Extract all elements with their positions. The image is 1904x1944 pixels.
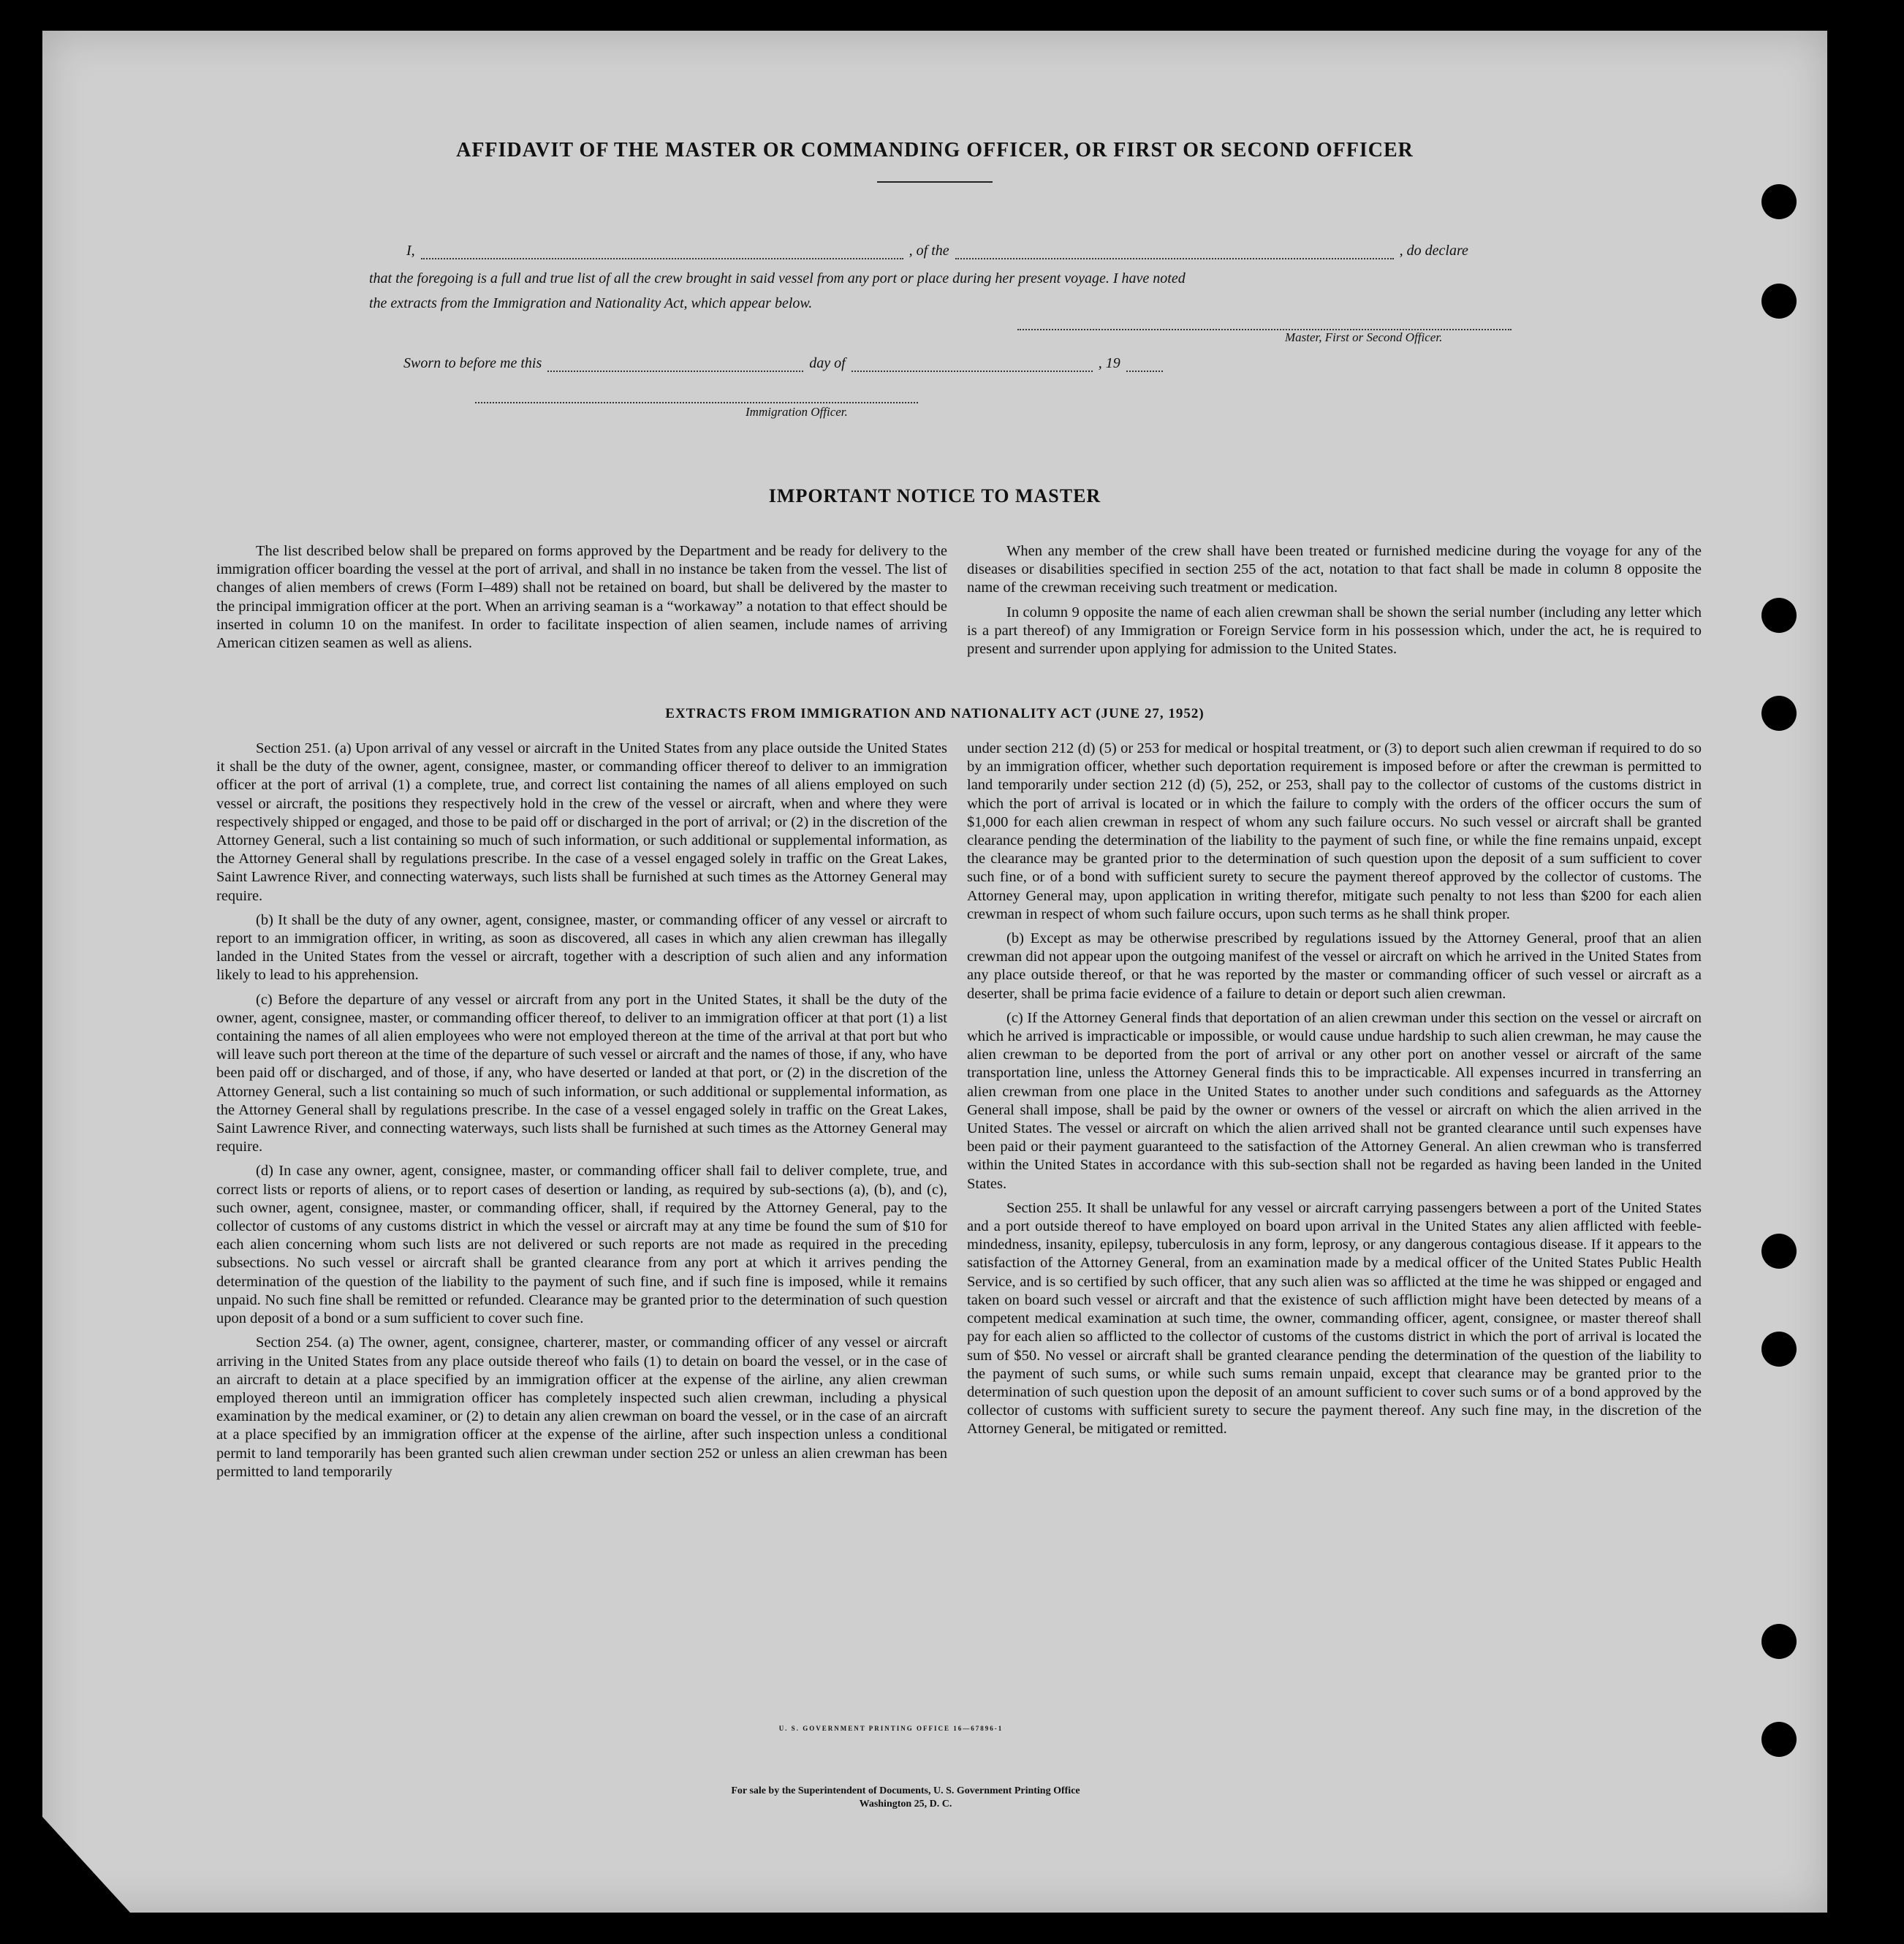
extract-paragraph: (c) Before the departure of any vessel or aircraft from any port in the United States, it shall be the duty of the owner, agent, consignee, master, or commanding officer thereof, to deliver to an immigration officer at that port (1) a list containing the names of all alien employees who were not employed thereon at the time of the arrival at that port but who will leave such port thereon at the time of the departure of such vessel or aircraft and the names of those, if any, who have been paid off or discharged, and of those, if any, who have deserted or landed at that port, or (2) in the discretion of the Attorney General, such a list containing so much of such information, or such additional or supplemental information, as the Attorney General shall by regulations prescribe. In the case of a vessel engaged solely in traffic on the Great Lakes, Saint Lawrence River, and connecting waterways, such lists shall be furnished at such times as the Attorney General may require. [216, 991, 947, 1155]
extract-paragraph: Section 255. It shall be unlawful for any vessel or aircraft carrying passengers between a port of the United States and a port outside thereof to have employed on board upon arrival in the United States any alien afflicted with feeble-mindedness, insanity, epilepsy, tuberculosis in any form, leprosy, or any dangerous contagious disease. If it appears to the satisfaction of the Attorney General, from an examination made by a medical officer of the United States Public Health Service, and is so certified by such officer, that any such alien was so afflicted at the time he was shipped or engaged and taken on board such vessel or aircraft and that the existence of such affliction might have been detected by means of a competent medical examination at such time, the owner, commanding officer, agent, consignee, or master thereof shall pay for each alien so afflicted to the collector of customs of the customs district in which the port of arrival is located the sum of $50. No vessel or aircraft shall be granted clearance pending the determination of the question of the liability to the payment of such sums, or while such sums remain unpaid, except that clearance may be granted prior to the determination of such question upon the deposit of an amount sufficient to cover such sums or of a bond approved by the collector of customs with sufficient surety to secure the payment thereof. Any such fine may, in the discretion of the Attorney General, be mitigated or remitted. [967, 1199, 1702, 1438]
sale-notice [42, 1785, 1798, 1811]
extracts-right-column [967, 740, 1702, 1445]
notice-paragraph: The list described below shall be prepared on forms approved by the Department and be ready for delivery to the immigration officer boarding the vessel at the port of arrival, and shall in no instance be taken from the vessel. The list of changes of alien members of crews (Form I–489) shall not be retained on board, but shall be delivered by the master to the principal immigration officer at the port. When an arriving seaman is a “workaway” a notation to that effect should be inserted in column 10 on the manifest. In order to facilitate inspection of alien seamen, include names of arriving American citizen seamen as well as aliens. [216, 543, 947, 652]
extract-paragraph: (c) If the Attorney General finds that deportation of an alien crewman under this section on the vessel or aircraft on which he arrived is impracticable or impossible, or would cause undue hardship to such alien crewman, he may cause the alien crewman to be deported from the port of arrival or any other port on another vessel or aircraft of the same transportation line, unless the Attorney General finds this to be impracticable. All expenses incurred in transferring an alien crewman from one place in the United States to another under such conditions and safeguards as the Attorney General shall impose, shall be paid by the owner or owners of the vessel or aircraft on which the alien arrived in the United States. The vessel or aircraft on which the alien arrived shall not be granted clearance until such expenses have been paid or their payment guaranteed to the satisfaction of the Attorney General. An alien crewman who is transferred within the United States in accordance with this sub-section shall not be regarded as having been landed in the United States. [967, 1009, 1702, 1192]
affidavit-declaration-line [406, 243, 1468, 259]
declarant-name-field[interactable] [421, 245, 903, 259]
sale-notice-line: For sale by the Superintendent of Documents, U. S. Government Printing Office [731, 1785, 1080, 1796]
title-rule [877, 181, 993, 183]
extract-paragraph: under section 212 (d) (5) or 253 for medical or hospital treatment, or (3) to deport such alien crewman if required to do so by an immigration officer, whether such deportation requirement is imposed before or after the crewman is permitted to land temporarily under section 212 (d) (5), 252, or 253, shall pay to the collector of customs of the customs district in which the port of arrival is located or in which the failure to comply with the orders of the officer occurs the sum of $1,000 for each alien crewman in respect of whom any such failure occurs. No such vessel or aircraft shall be granted clearance pending the determination of the liability to the payment of such fine, or while the fine remains unpaid, except the clearance may be granted prior to the determination of such question upon the deposit of a sum sufficient to cover such fine, or of a bond with sufficient surety to secure the payment thereof approved by the collector of customs. The Attorney General may, upon application in writing therefor, mitigate such penalty to not less than $200 for each alien crewman in respect of whom such failure occurs, upon such terms as he shall think proper. [967, 740, 1702, 922]
day-of-label: day of [809, 355, 846, 371]
punch-hole [1761, 1234, 1797, 1269]
sale-notice-line: Washington 25, D. C. [859, 1799, 952, 1810]
notice-paragraph: In column 9 opposite the name of each alien crewman shall be shown the serial number (including any letter which is a part thereof) of any Immigration or Foreign Service form in his possession which, under the act, he is required to present and surrender upon applying for admission to the United States. [967, 604, 1702, 658]
vessel-name-field[interactable] [955, 245, 1394, 259]
punch-hole [1761, 1332, 1797, 1367]
punch-hole [1761, 1624, 1797, 1659]
extract-paragraph: (d) In case any owner, agent, consignee, master, or commanding officer shall fail to deliver complete, true, and correct lists or reports of aliens, or to report cases of desertion or landing, as required by sub-sections (a), (b), and (c), such owner, agent, consignee, master, or commanding officer, shall, if required by the Attorney General, pay to the collector of customs of any customs district in which the vessel or aircraft may at any time be found the sum of $10 for each alien concerning whom such lists are not delivered or such reports are not made as required in the preceding subsections. No such vessel or aircraft shall be granted clearance from any port at which it arrives pending the determination of the question of the liability to the payment of such fine, and if such fine is imposed, while it remains unpaid. No such fine shall be remitted or refunded. Clearance may be granted prior to the determination of such question upon deposit of a bond or a sum sufficient to cover such fine. [216, 1163, 947, 1327]
extracts-left-column [216, 740, 947, 1487]
declarant-label: I, [406, 243, 415, 259]
sworn-month-field[interactable] [852, 357, 1093, 372]
sworn-label: Sworn to before me this [403, 355, 542, 371]
do-declare-label: , do declare [1399, 243, 1468, 259]
notice-left-column [216, 542, 947, 658]
extract-paragraph: (b) Except as may be otherwise prescribed by regulations issued by the Attorney General, proof that an alien crewman did not appear upon the outgoing manifest of the vessel or aircraft on which he arrived in the United States from any place outside thereof, or that he was reported by the master or commanding officer of such vessel or aircraft as a deserter, shall be prima facie evidence of a failure to detain or deport such alien crewman. [967, 930, 1702, 1002]
year-label: , 19 [1098, 355, 1120, 371]
sworn-year-field[interactable] [1126, 357, 1163, 372]
folded-corner [42, 1817, 130, 1913]
extracts-title: EXTRACTS FROM IMMIGRATION AND NATIONALITY ACT (JUNE 27, 1952) [665, 706, 1205, 721]
immigration-officer-caption: Immigration Officer. [746, 405, 848, 419]
sworn-day-field[interactable] [547, 357, 803, 372]
punch-hole [1761, 598, 1797, 633]
extract-paragraph: (b) It shall be the duty of any owner, agent, consignee, master, or commanding officer of any vessel or aircraft to report to an immigration officer, in writing, as soon as discovered, all cases in which any alien crewman has illegally landed in the United States from the vessel or aircraft, together with a description of such alien and any information likely to lead to his apprehension. [216, 911, 947, 984]
master-signature-caption: Master, First or Second Officer. [1285, 330, 1443, 344]
notice-title: IMPORTANT NOTICE TO MASTER [768, 485, 1101, 506]
affidavit-title: AFFIDAVIT OF THE MASTER OR COMMANDING OFFICER, OR FIRST OR SECOND OFFICER [456, 139, 1414, 162]
notice-right-column [967, 542, 1702, 664]
punch-hole [1761, 184, 1797, 219]
affidavit-body-line: the extracts from the Immigration and Nationality Act, which appear below. [369, 295, 813, 311]
extract-paragraph: Section 251. (a) Upon arrival of any vessel or aircraft in the United States from any place outside the United States it shall be the duty of the owner, agent, consignee, master, or commanding officer thereof to deliver to an immigration officer at the port of arrival (1) a complete, true, and correct list containing the names of all aliens employed on such vessel or aircraft, the positions they respectively hold in the crew of the vessel or aircraft, when and where they were respectively shipped or engaged, and those to be paid off or discharged in the port of arrival; or (2) in the discretion of the Attorney General, such a list containing so much of such information, or such additional or supplemental information, as the Attorney General shall by regulations prescribe. In the case of a vessel engaged solely in traffic on the Great Lakes, Saint Lawrence River, and connecting waterways, such lists shall be furnished at such times as the Attorney General may require. [216, 740, 947, 904]
notice-paragraph: When any member of the crew shall have been treated or furnished medicine during the voyage for any of the diseases or disabilities specified in section 255 of the act, notation to that fact shall be made in column 8 opposite the name of the crewman receiving such treatment or medication. [967, 543, 1702, 596]
gpo-imprint: U. S. GOVERNMENT PRINTING OFFICE 16—67896-1 [778, 1725, 1004, 1732]
extract-paragraph: Section 254. (a) The owner, agent, consignee, charterer, master, or commanding officer of any vessel or aircraft arriving in the United States from any place outside thereof who fails (1) to detain on board the vessel, or in the case of an aircraft to detain at a place specified by an immigration officer at the expense of the airline, any alien crewman employed thereon until an immigration officer has completely inspected such alien crewman, including a physical examination by the medical examiner, or (2) to detain any alien crewman on board the vessel, or in the case of an aircraft at a place specified by an immigration officer at the expense of the airline, after such inspection unless a conditional permit to land temporarily has been granted such alien crewman under section 252 or unless an alien crewman has been permitted to land temporarily [216, 1334, 947, 1480]
document-page [42, 31, 1827, 1913]
of-the-label: , of the [909, 243, 949, 259]
immigration-officer-signature-line[interactable] [475, 402, 918, 403]
sworn-line [403, 355, 1163, 372]
punch-hole [1761, 284, 1797, 319]
affidavit-body-line: that the foregoing is a full and true list of all the crew brought in said vessel from any port or place during her present voyage. I have noted [369, 270, 1186, 286]
